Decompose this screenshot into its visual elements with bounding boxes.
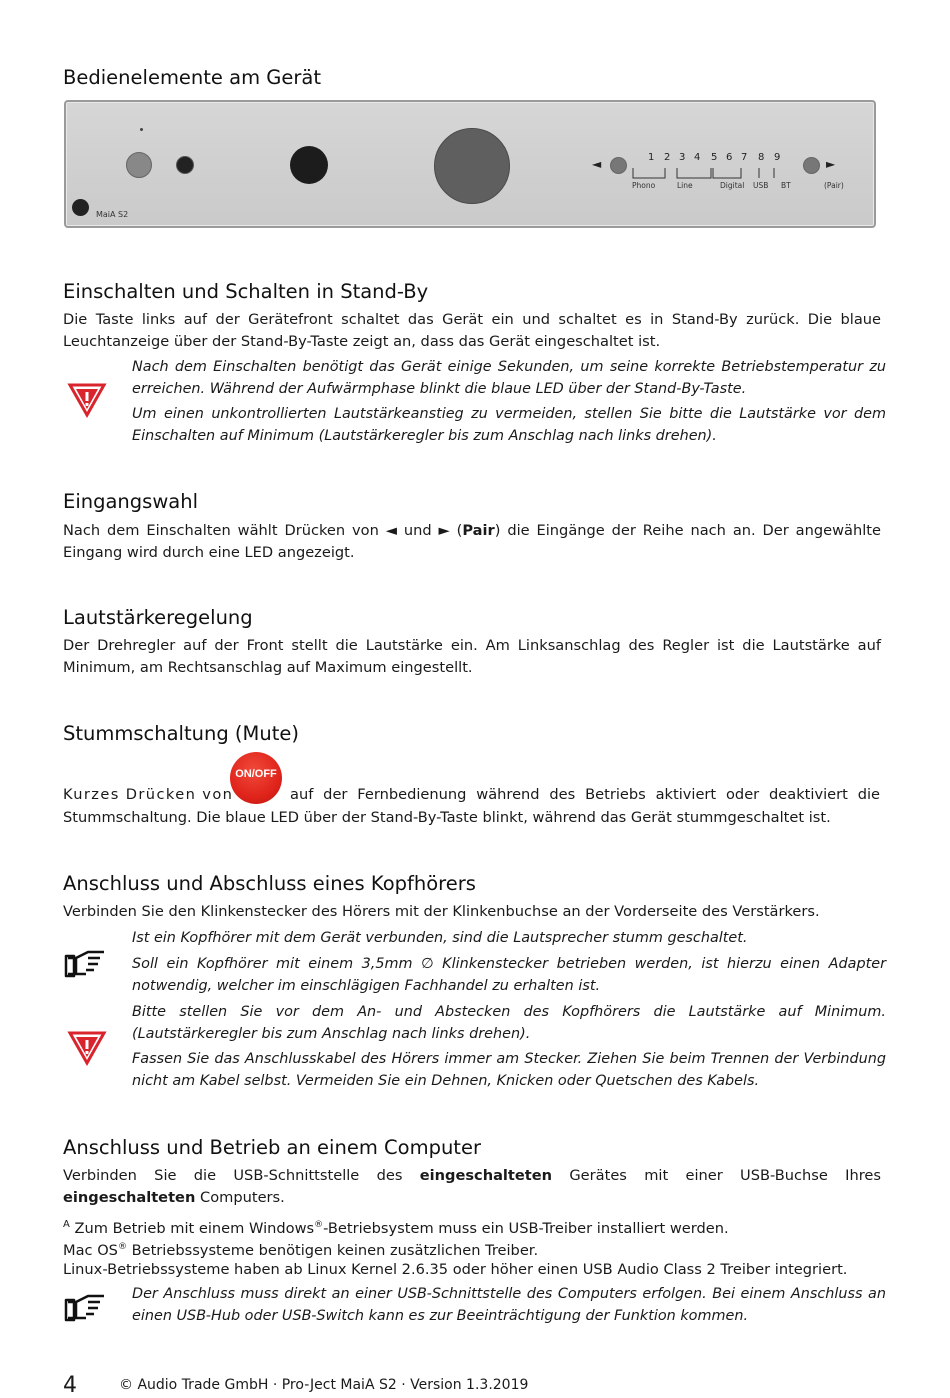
- label-digital: Digital: [720, 181, 745, 190]
- warning-triangle-icon: [67, 382, 107, 418]
- power-note-volume: Um einen unkontrollierten Lautstärkeanstieg zu vermeiden, stellen Sie bitte die Lautstärke vor dem Einschalten auf Minimum (Lautstärkeregler bis zum Anschlag nach links drehen).: [132, 406, 886, 444]
- section-title-computer: Anschluss und Betrieb an einem Computer: [63, 1136, 481, 1159]
- model-label: MaiA S2: [96, 210, 129, 219]
- mute-body-middle: auf der Fernbedienung während des Betriebs aktiviert oder deaktiviert die: [290, 786, 880, 803]
- warning-triangle-icon: [67, 1030, 107, 1066]
- standby-button: [126, 152, 152, 178]
- input-number-4: 4: [694, 152, 701, 163]
- label-usb: USB: [753, 181, 769, 190]
- section-title-volume: Lautstärkeregelung: [63, 606, 253, 629]
- computer-linux-line: Linux-Betriebssysteme haben ab Linux Kernel 2.6.35 oder höher einen USB Audio Class 2 Treiber integriert.: [63, 1261, 848, 1278]
- footer-copyright: © Audio Trade GmbH · Pro-Ject MaiA S2 · Version 1.3.2019: [119, 1377, 529, 1393]
- input-number-9: 9: [774, 152, 781, 163]
- right-arrow-icon: ►: [826, 157, 836, 171]
- headphones-body: Verbinden Sie den Klinkenstecker des Hörers mit der Klinkenbuchse an der Vorderseite des Verstärkers.: [63, 903, 820, 920]
- computer-tip-direct: Der Anschluss muss direkt an einer USB-Schnittstelle des Computers erfolgen. Bei einem Anschluss an einen USB-Hub oder USB-Switch kann es zur Beeinträchtigung der Funktion kommen.: [132, 1286, 886, 1324]
- mute-body-start: Kurzes Drücken von: [63, 786, 234, 803]
- headphones-warn-cable: Fassen Sie das Anschlusskabel des Hörers immer am Stecker. Ziehen Sie beim Trennen der Verbindung nicht am Kabel selbst. Vermeiden Sie ein Dehnen, Knicken oder Quetschen des Kabels.: [132, 1051, 886, 1089]
- input-right-button: [803, 157, 820, 174]
- device-front-panel: [64, 100, 876, 228]
- computer-mac-line: Mac OS® Betriebssysteme benötigen keinen zusätzlichen Treiber.: [63, 1241, 539, 1259]
- headphone-jack: [176, 156, 194, 174]
- input-number-3: 3: [679, 152, 686, 163]
- section-title-input: Eingangswahl: [63, 490, 198, 513]
- project-logo-icon: [72, 199, 89, 216]
- input-group-brackets: [631, 164, 801, 182]
- section-title-controls: Bedienelemente am Gerät: [63, 66, 321, 89]
- label-line: Line: [677, 181, 693, 190]
- section-title-headphones: Anschluss und Abschluss eines Kopfhörers: [63, 872, 476, 895]
- mute-body-end: Stummschaltung. Die blaue LED über der Stand-By-Taste blinkt, während das Gerät stummgeschaltet ist.: [63, 809, 831, 826]
- page-number: 4: [63, 1373, 77, 1398]
- pointing-hand-icon: [64, 946, 108, 978]
- input-body: Nach dem Einschalten wählt Drücken von ◄ und ► (Pair) die Eingänge der Reihe nach an. Der angewählte Eingang wird durch eine LED angezeigt.: [63, 522, 881, 561]
- computer-windows-line: $^A$ Zum Betrieb mit einem Windows®-Betriebsystem muss ein USB-Treiber installiert werden.: [63, 1219, 729, 1237]
- input-number-8: 8: [758, 152, 765, 163]
- input-number-7: 7: [741, 152, 748, 163]
- volume-body: Der Drehregler auf der Front stellt die Lautstärke ein. Am Linksanschlag des Regler ist die Lautstärke auf Minimum, am Rechtsanschlag auf Maximum eingestellt.: [63, 637, 881, 676]
- label-phono: Phono: [632, 181, 656, 190]
- headphones-warn-volume: Bitte stellen Sie vor dem An- und Abstecken des Kopfhörers die Lautstärke auf Minimum. (Lautstärkeregler bis zum Anschlag nach links drehen).: [132, 1004, 886, 1042]
- input-number-6: 6: [726, 152, 733, 163]
- on-off-button-icon: ON/OFF: [230, 752, 282, 804]
- standby-led: [140, 128, 143, 131]
- volume-knob: [434, 128, 510, 204]
- section-title-power: Einschalten und Schalten in Stand-By: [63, 280, 429, 303]
- input-number-1: 1: [648, 152, 655, 163]
- input-number-2: 2: [664, 152, 671, 163]
- label-bt: BT: [781, 181, 791, 190]
- pointing-hand-icon: [64, 1290, 108, 1322]
- label-pair: (Pair): [824, 181, 844, 190]
- headphones-tip-adapter: Soll ein Kopfhörer mit einem 3,5mm ∅ Klinkenstecker betrieben werden, ist hierzu einen Adapter notwendig, welcher im einschlägigen Fachhandel zu erhalten ist.: [132, 956, 886, 994]
- power-body: Die Taste links auf der Gerätefront schaltet das Gerät ein und schaltet es in Stand-By zurück. Die blaue Leuchtanzeige über der Stand-By-Taste zeigt an, dass das Gerät eingeschaltet ist.: [63, 311, 881, 350]
- input-left-button: [610, 157, 627, 174]
- left-arrow-icon: ◄: [592, 157, 602, 171]
- volume-knob-small: [290, 146, 328, 184]
- section-title-mute: Stummschaltung (Mute): [63, 722, 299, 745]
- headphones-tip-muted: Ist ein Kopfhörer mit dem Gerät verbunden, sind die Lautsprecher stumm geschaltet.: [132, 930, 748, 946]
- input-number-5: 5: [711, 152, 718, 163]
- computer-body: Verbinden Sie die USB-Schnittstelle des eingeschalteten Gerätes mit einer USB-Buchse Ihres eingeschalteten Computers.: [63, 1167, 881, 1206]
- power-note-warmup: Nach dem Einschalten benötigt das Gerät einige Sekunden, um seine korrekte Betriebstemperatur zu erreichen. Während der Aufwärmphase blinkt die blaue LED über der Stand-By-Taste.: [132, 359, 886, 397]
